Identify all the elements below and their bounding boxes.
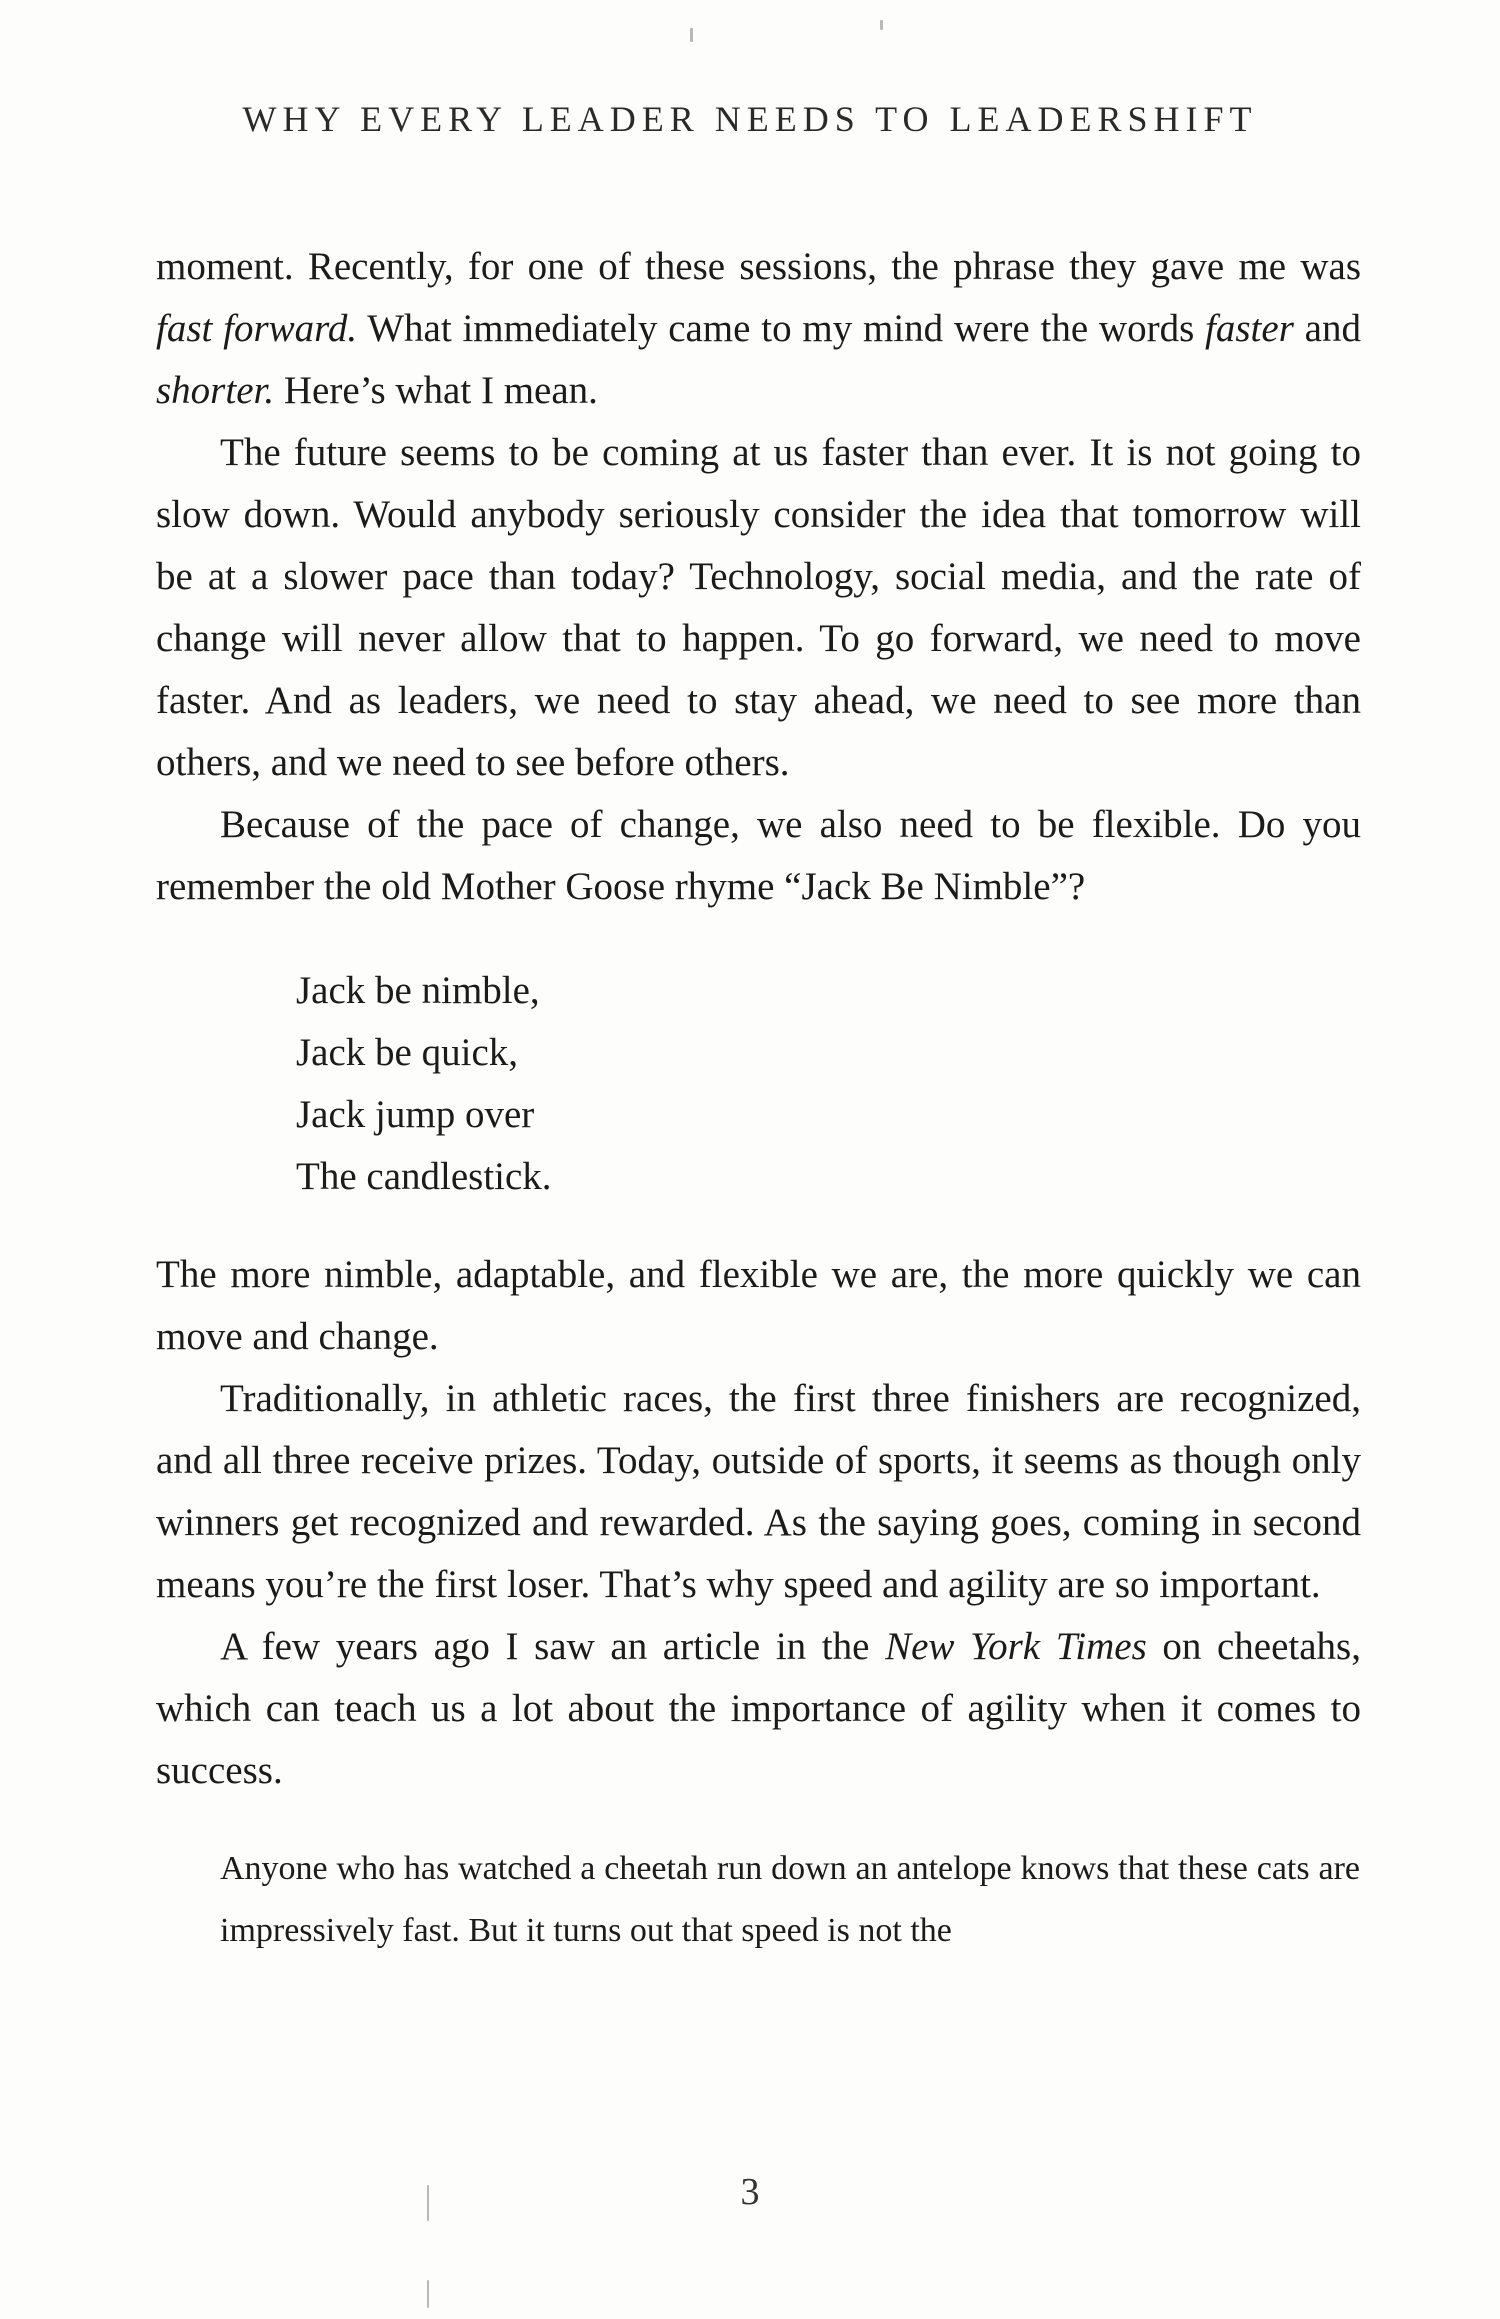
- running-head: WHY EVERY LEADER NEEDS TO LEADERSHIFT: [242, 99, 1258, 139]
- verse-line: The candlestick.: [296, 1155, 552, 1198]
- p1-text-e: and: [1293, 307, 1361, 350]
- scan-speck: [427, 2185, 429, 2221]
- p1-text-g: Here’s what I mean.: [274, 369, 598, 412]
- scan-speck: [880, 20, 883, 30]
- verse-line: Jack be quick,: [296, 1031, 519, 1074]
- p1-text-a: moment. Recently, for one of these sessions, the phrase they gave me was: [156, 245, 1361, 288]
- p6-text-a: A few years ago I saw an article in the: [220, 1625, 886, 1668]
- block-quote-extract: Anyone who has watched a cheetah run down an antelope knows that these cats are impressively fast. But it turns out that speed is not the: [220, 1850, 1360, 1949]
- p1-italic-fast-forward: fast forward.: [156, 307, 358, 350]
- verse-line: Jack jump over: [296, 1093, 535, 1136]
- p6-text-c: on cheetahs, which can teach us a lot about the importance of agility when it comes to success.: [156, 1625, 1361, 1792]
- paragraph-2: The future seems to be coming at us faster than ever. It is not going to slow down. Would anybody seriously consider the idea that tomorrow will be at a slower pace than today? Technology, social media, and the rate of change will never allow that to happen. To go forward, we need to move faster. And as leaders, we need to stay ahead, we need to see more than others, and we need to see before others.: [156, 431, 1361, 784]
- p6-italic-nyt: New York Times: [885, 1625, 1147, 1668]
- body-text: [156, 236, 1361, 1962]
- paragraph-4: The more nimble, adaptable, and flexible we are, the more quickly we can move and change.: [156, 1253, 1361, 1358]
- p1-text-c: What immediately came to my mind were the words: [357, 307, 1206, 350]
- paragraph-5: Traditionally, in athletic races, the first three finishers are recognized, and all three receive prizes. Today, outside of sports, it seems as though only winners get recognized and rewarded. As the saying goes, coming in second means you’re the first loser. That’s why speed and agility are so important.: [156, 1377, 1361, 1606]
- paragraph-6: [156, 1616, 1361, 1802]
- page-number: 3: [740, 2171, 760, 2213]
- p1-italic-shorter: shorter.: [156, 369, 275, 412]
- paragraph-3: Because of the pace of change, we also need to be flexible. Do you remember the old Mother Goose rhyme “Jack Be Nimble”?: [156, 803, 1361, 908]
- p1-italic-faster: faster: [1205, 307, 1294, 350]
- scan-speck: [427, 2280, 429, 2308]
- verse-line: Jack be nimble,: [296, 969, 540, 1012]
- paragraph-1: [156, 236, 1361, 422]
- verse-block: [296, 960, 1361, 1208]
- scan-speck: [690, 28, 693, 42]
